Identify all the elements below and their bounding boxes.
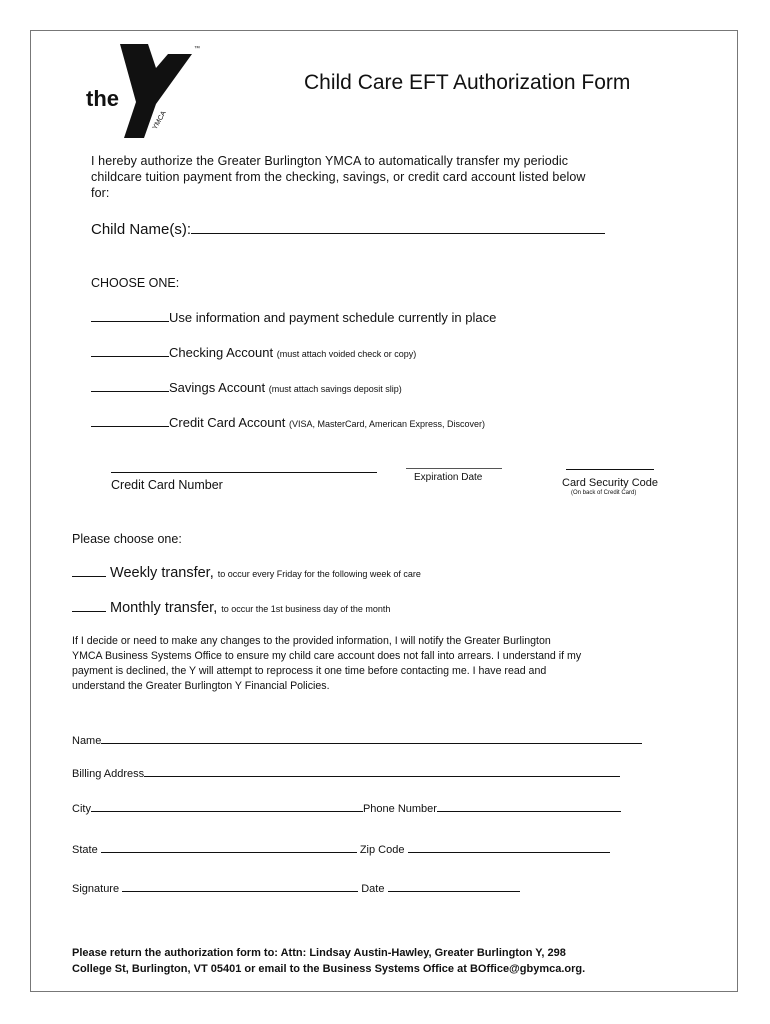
signature-label: Signature (72, 883, 120, 895)
option-label: Savings Account (169, 380, 266, 395)
ymca-logo (86, 42, 206, 140)
choose-one-heading: CHOOSE ONE: (91, 276, 180, 290)
name-label: Name (72, 735, 102, 747)
city-phone-row (72, 803, 621, 815)
zip-code-label: Zip Code (359, 844, 405, 856)
phone-number-field[interactable] (437, 810, 621, 812)
name-row (72, 735, 642, 747)
city-field[interactable] (91, 810, 363, 812)
option-note: (must attach voided check or copy) (276, 349, 417, 359)
billing-address-row (72, 768, 620, 780)
date-field[interactable] (388, 890, 520, 892)
city-label: City (72, 803, 91, 815)
option-current-info-blank[interactable] (91, 320, 169, 322)
weekly-transfer-blank[interactable] (72, 575, 106, 577)
state-field[interactable] (101, 851, 357, 853)
expiration-date-field[interactable] (406, 468, 502, 469)
card-security-code-note: (On back of Credit Card) (571, 490, 637, 496)
notice-line-2: YMCA Business Systems Office to ensure my child care account does not fall into arrears. I understand if my (72, 650, 582, 662)
notice-line-3: payment is declined, the Y will attempt to reprocess it one time before contacting me. I have read and (72, 665, 547, 677)
monthly-transfer-option (72, 600, 390, 616)
option-savings-blank[interactable] (91, 390, 169, 392)
state-label: State (72, 844, 98, 856)
weekly-transfer-option (72, 565, 421, 581)
option-savings (91, 380, 402, 395)
monthly-transfer-label: Monthly transfer, (110, 600, 218, 616)
logo-ymca-text: YMCA (151, 109, 168, 131)
state-zip-row (72, 844, 610, 856)
intro-line-1: I hereby authorize the Greater Burlington YMCA to automatically transfer my periodic (91, 154, 569, 168)
option-note: (VISA, MasterCard, American Express, Discover) (288, 419, 486, 429)
monthly-transfer-blank[interactable] (72, 610, 106, 612)
credit-card-number-label: Credit Card Number (111, 478, 223, 492)
option-label: Use information and payment schedule currently in place (169, 310, 497, 325)
option-note: (must attach savings deposit slip) (268, 384, 402, 394)
signature-date-row (72, 883, 520, 895)
phone-number-label: Phone Number (362, 803, 437, 815)
intro-line-2: childcare tuition payment from the checking, savings, or credit card account listed below (91, 170, 586, 184)
footer-line-1: Please return the authorization form to: Attn: Lindsay Austin-Hawley, Greater Burlington Y, 298 (72, 947, 566, 959)
option-credit-card-blank[interactable] (91, 425, 169, 427)
page-title: Child Care EFT Authorization Form (304, 71, 631, 94)
billing-address-field[interactable] (144, 775, 620, 777)
option-current-info (91, 310, 496, 325)
return-instructions (72, 945, 585, 977)
notice-paragraph (72, 634, 581, 694)
child-name-row (91, 221, 605, 238)
signature-field[interactable] (122, 890, 358, 892)
card-security-code-label: Card Security Code (562, 477, 658, 489)
monthly-transfer-note: to occur the 1st business day of the month (221, 604, 391, 614)
zip-code-field[interactable] (408, 851, 610, 853)
card-security-code-field[interactable] (566, 469, 654, 470)
expiration-date-label: Expiration Date (414, 472, 483, 483)
notice-line-1: If I decide or need to make any changes to the provided information, I will notify the Greater Burlington (72, 635, 551, 647)
weekly-transfer-note: to occur every Friday for the following week of care (217, 569, 421, 579)
option-credit-card (91, 415, 485, 430)
option-label: Checking Account (169, 345, 274, 360)
billing-address-label: Billing Address (72, 768, 145, 780)
weekly-transfer-label: Weekly transfer, (110, 565, 214, 581)
logo-word: the (86, 86, 119, 111)
footer-line-2: College St, Burlington, VT 05401 or email to the Business Systems Office at BOffice@gbymca.org. (72, 963, 586, 975)
logo-trademark: ™ (194, 46, 200, 52)
intro-line-3: for: (91, 186, 110, 200)
child-name-label: Child Name(s): (91, 221, 192, 238)
credit-card-number-field[interactable] (111, 472, 377, 473)
child-name-field[interactable] (191, 232, 605, 234)
ymca-y-mark (86, 42, 206, 140)
option-checking (91, 345, 416, 360)
option-label: Credit Card Account (169, 415, 286, 430)
notice-line-4: understand the Greater Burlington Y Financial Policies. (72, 680, 330, 692)
name-field[interactable] (101, 742, 642, 744)
intro-paragraph (91, 153, 586, 201)
date-label: Date (361, 883, 385, 895)
please-choose-heading: Please choose one: (72, 532, 182, 546)
option-checking-blank[interactable] (91, 355, 169, 357)
